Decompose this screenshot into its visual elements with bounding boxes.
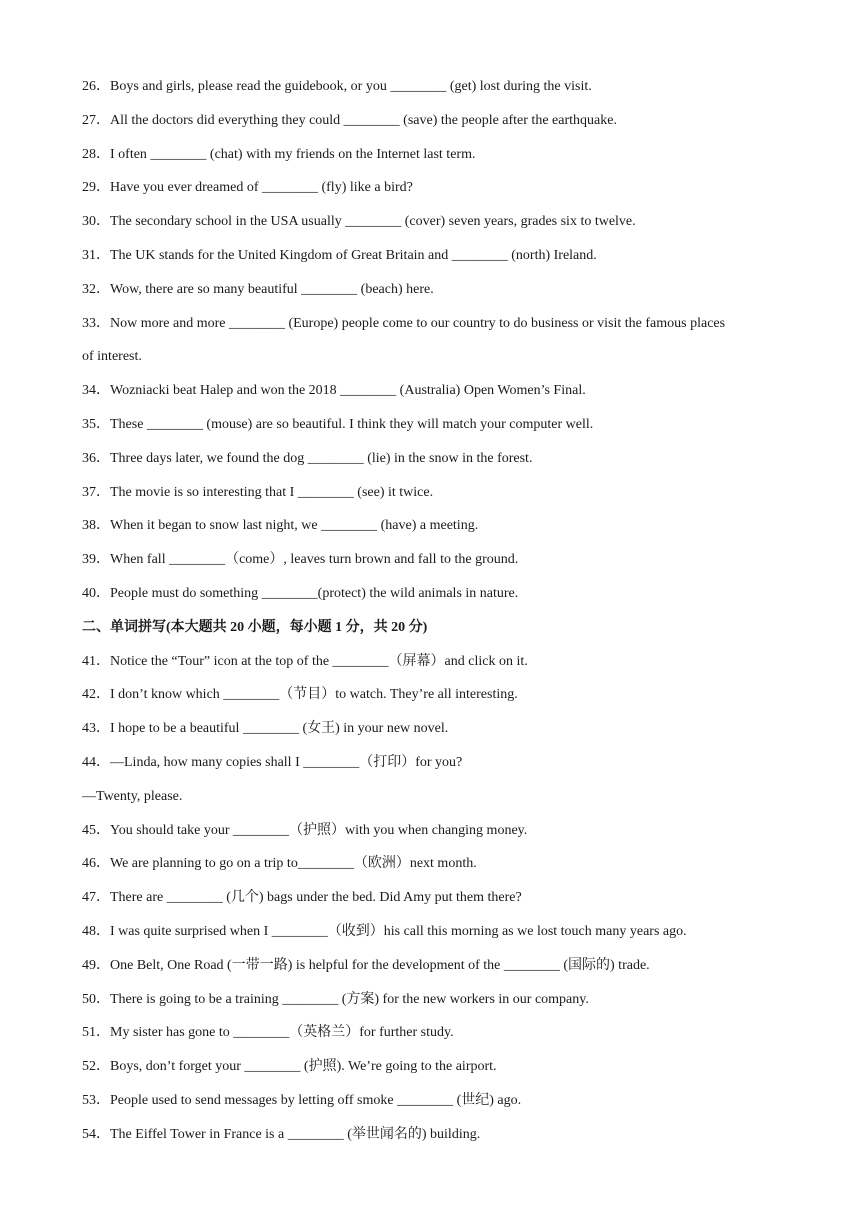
question-43: 43．I hope to be a beautiful ________ (女王) in your new novel.: [82, 721, 449, 737]
question-44: 44．—Linda, how many copies shall I ________（打印）for you?: [82, 754, 463, 770]
question-30: 30．The secondary school in the USA usually ________ (cover) seven years, grades six to twelve.: [82, 214, 636, 230]
question-33: 33．Now more and more ________ (Europe) people come to our country to do business or visit the famous places: [82, 315, 726, 331]
question-53: 53．People used to send messages by letting off smoke ________ (世纪) ago.: [82, 1092, 522, 1108]
question-47: 47．There are ________ (几个) bags under the bed. Did Amy put them there?: [82, 890, 522, 906]
section-heading: 二、单词拼写(本大题共 20 小题，每小题 1 分，共 20 分): [82, 619, 428, 635]
question-42: 42．I don’t know which ________（节目）to watch. They’re all interesting.: [82, 687, 518, 703]
question-38: 38．When it began to snow last night, we ________ (have) a meeting.: [82, 518, 479, 534]
question-50: 50．There is going to be a training ________ (方案) for the new workers in our company.: [82, 991, 589, 1007]
question-49: 49．One Belt, One Road (一带一路) is helpful for the development of the ________ (国际的) trade.: [82, 957, 650, 973]
question-46: 46．We are planning to go on a trip to________（欧洲）next month.: [82, 856, 477, 872]
question-26: 26．Boys and girls, please read the guidebook, or you ________ (get) lost during the visit.: [82, 79, 592, 94]
question-34: 34．Wozniacki beat Halep and won the 2018 ________ (Australia) Open Women’s Final.: [82, 383, 586, 399]
question-29: 29．Have you ever dreamed of ________ (fly) like a bird?: [82, 180, 413, 196]
question-41: 41．Notice the “Tour” icon at the top of the ________（屏幕）and click on it.: [82, 653, 528, 669]
question-35: 35．These ________ (mouse) are so beautiful. I think they will match your computer well.: [82, 416, 594, 432]
question-37: 37．The movie is so interesting that I ________ (see) it twice.: [82, 484, 434, 500]
question-52: 52．Boys, don’t forget your ________ (护照). We’re going to the airport.: [82, 1059, 497, 1075]
question-31: 31．The UK stands for the United Kingdom of Great Britain and ________ (north) Ireland.: [82, 247, 597, 263]
question-51: 51．My sister has gone to ________（英格兰）for further study.: [82, 1025, 454, 1041]
question-40: 40．People must do something ________(protect) the wild animals in nature.: [82, 585, 519, 601]
question-45: 45．You should take your ________（护照）with you when changing money.: [82, 822, 528, 838]
question-28: 28．I often ________ (chat) with my friends on the Internet last term.: [82, 146, 476, 162]
question-44-answer-line: —Twenty, please.: [82, 788, 183, 804]
question-39: 39．When fall ________（come）, leaves turn brown and fall to the ground.: [82, 552, 519, 568]
question-48: 48．I was quite surprised when I ________（收到）his call this morning as we lost touch many years ago.: [82, 923, 687, 939]
question-33-continued: of interest.: [82, 349, 142, 365]
question-list-part1: [82, 70, 782, 611]
question-27: 27．All the doctors did everything they could ________ (save) the people after the earthquake.: [82, 112, 617, 128]
question-list-part2: [82, 645, 782, 1152]
exam-page: [82, 70, 782, 1152]
question-54: 54．The Eiffel Tower in France is a ________ (举世闻名的) building.: [82, 1126, 481, 1142]
question-36: 36．Three days later, we found the dog ________ (lie) in the snow in the forest.: [82, 450, 533, 466]
question-32: 32．Wow, there are so many beautiful ________ (beach) here.: [82, 281, 434, 297]
